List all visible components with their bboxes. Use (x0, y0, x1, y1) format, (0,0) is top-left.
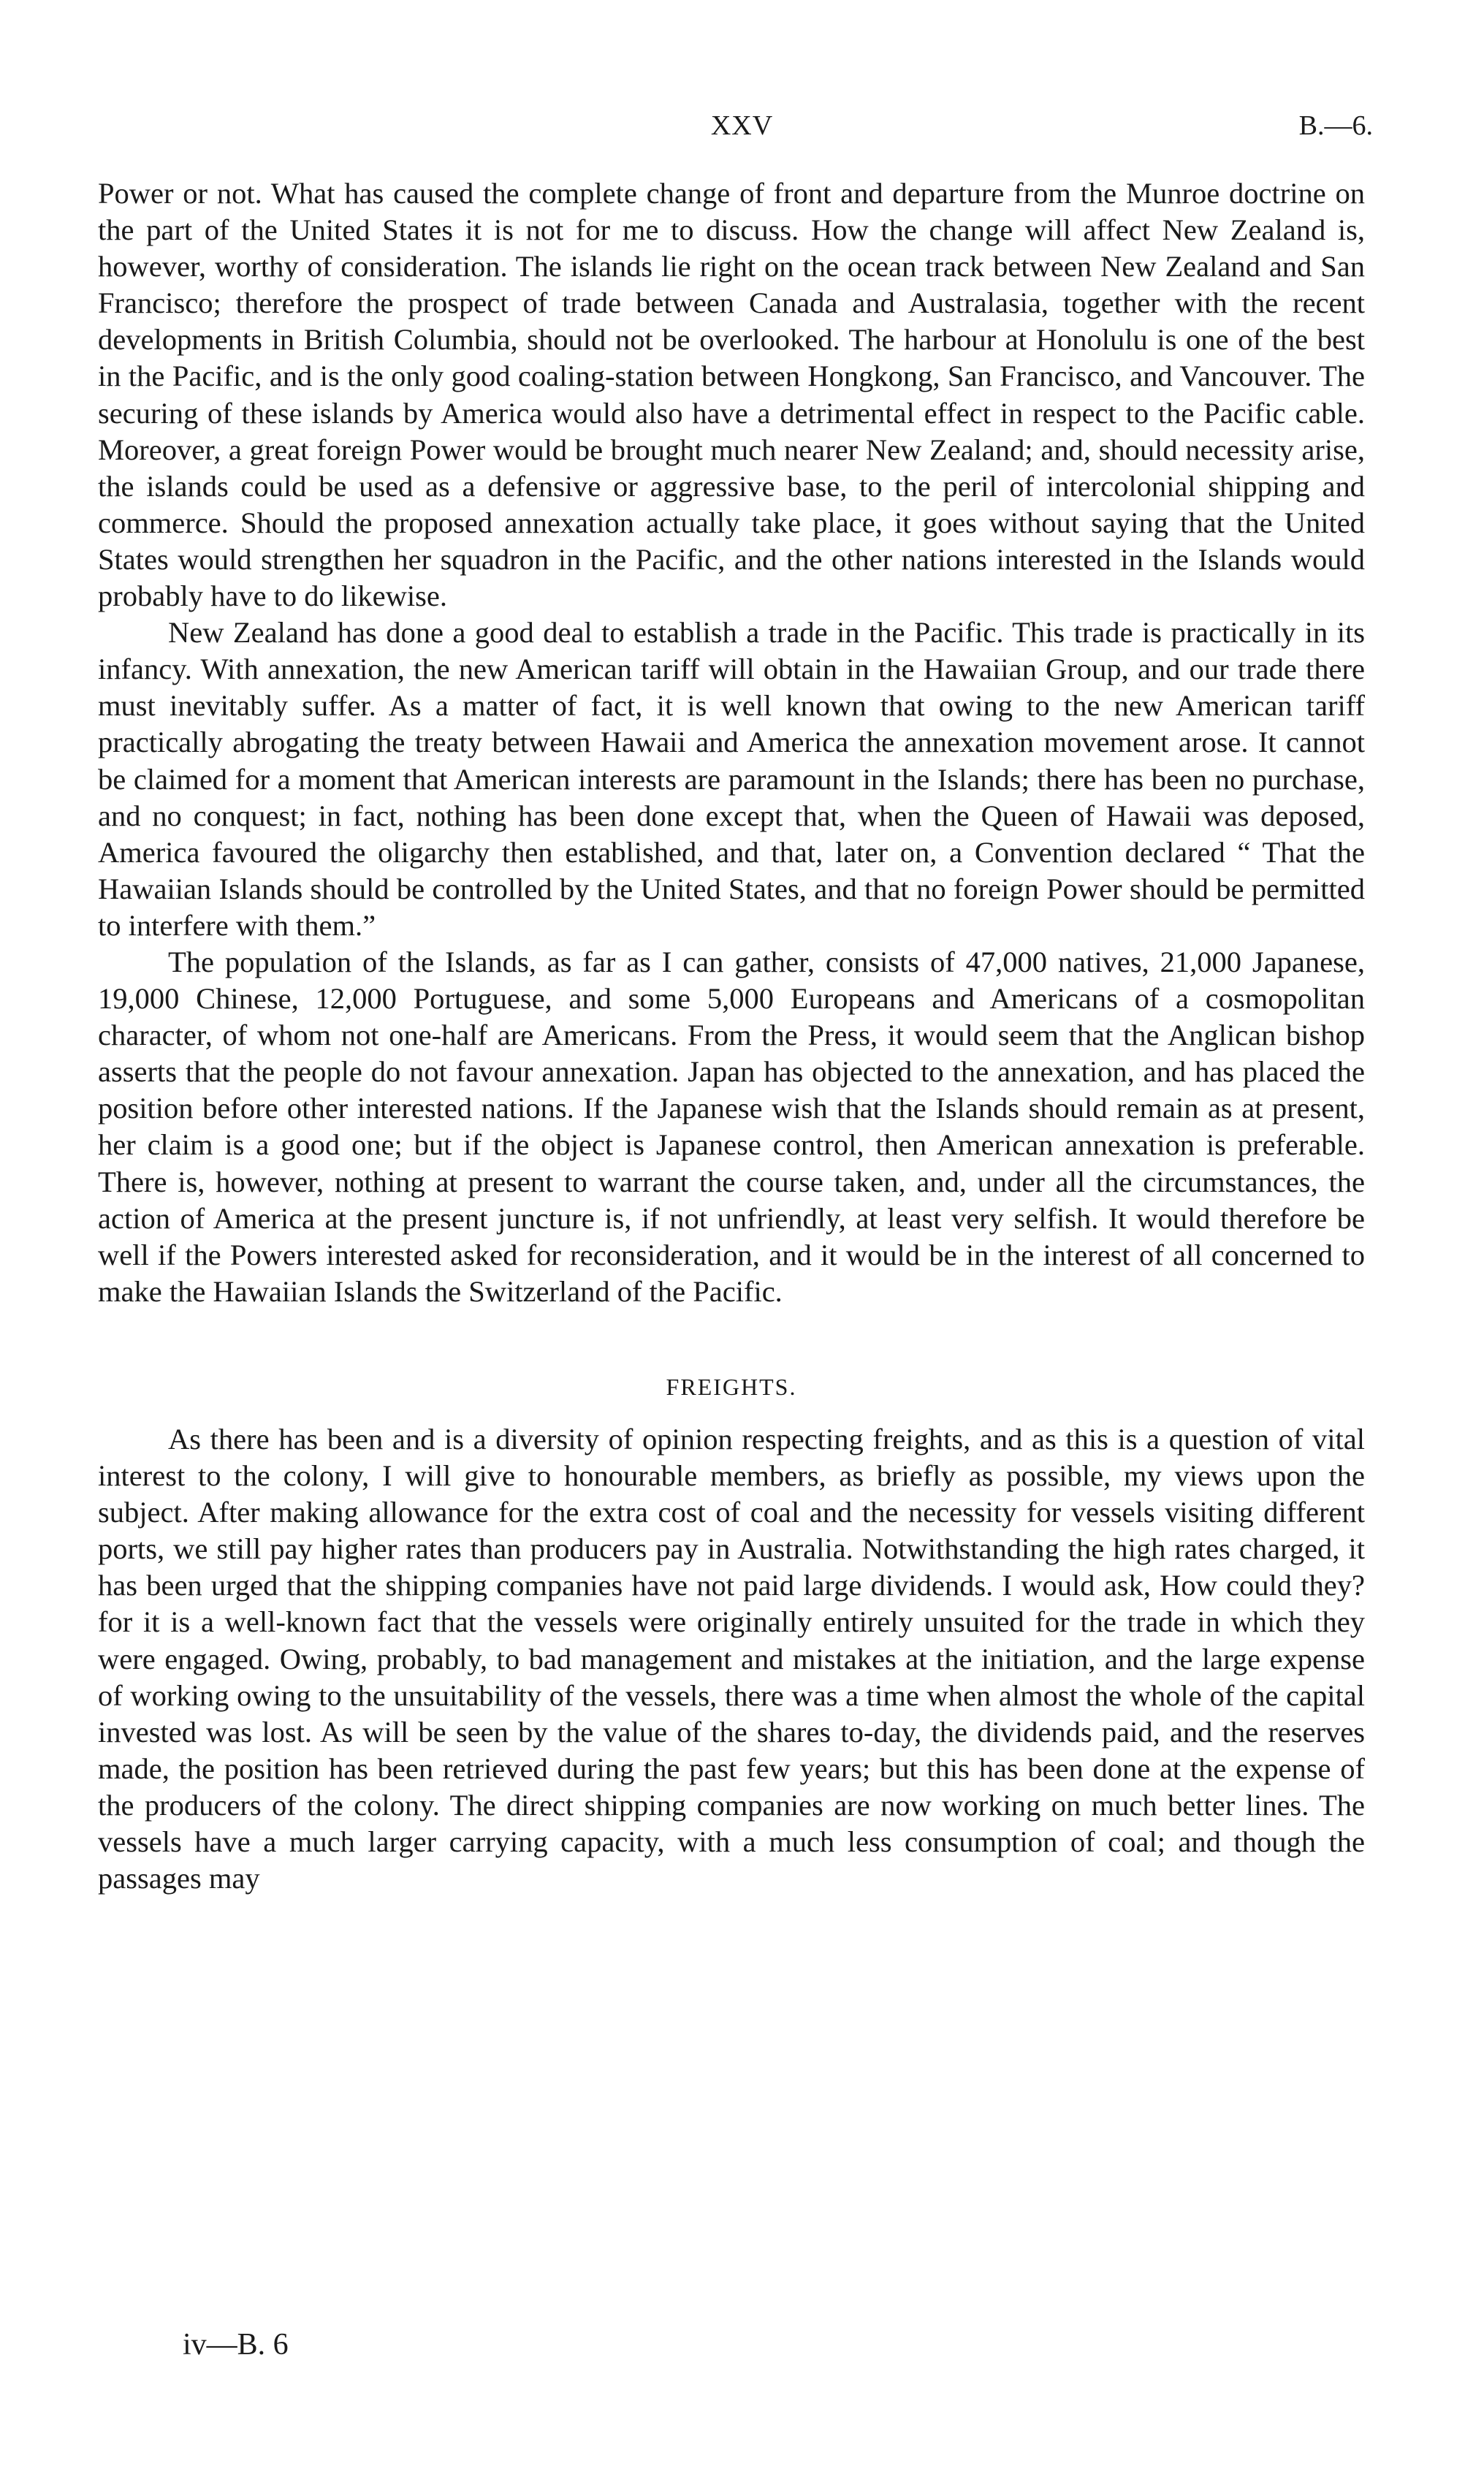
body-text (98, 175, 1365, 1897)
paragraph: As there has been and is a diversity of opinion respecting freights, and as this is a question of vital interest to the colony, I will give to honourable members, as briefly as possible, my views upon the subject. After making allowance for the extra cost of coal and the necessity for vessels visiting different ports, we still pay higher rates than producers pay in Australia. Notwithstanding the high rates charged, it has been urged that the shipping companies have not paid large dividends. I would ask, How could they? for it is a well-known fact that the vessels were originally entirely unsuited for the trade in which they were engaged. Owing, probably, to bad management and mistakes at the initiation, and the large expense of working owing to the unsuitability of the vessels, there was a time when almost the whole of the capital invested was lost. As will be seen by the value of the shares to-day, the dividends paid, and the reserves made, the position has been retrieved during the past few years; but this has been done at the expense of the producers of the colony. The direct shipping companies are now working on much better lines. The vessels have a much larger carrying capacity, with a much less consumption of coal; and though the passages may (98, 1423, 1365, 1895)
page-number: XXV (710, 110, 774, 141)
paragraph-continuation: Power or not. What has caused the complete change of front and departure from the Munroe doctrine on the part of the United States it is not for me to discuss. How the change will affect New Zealand is, however, worthy of consideration. The islands lie right on the ocean track between New Zealand and San Francisco; therefore the prospect of trade between Canada and Australasia, together with the recent developments in British Columbia, should not be overlooked. The harbour at Honolulu is one of the best in the Pacific, and is the only good coaling-station between Hongkong, San Francisco, and Vancouver. The securing of these islands by America would also have a detrimental effect in respect to the Pacific cable. Moreover, a great foreign Power would be brought much nearer New Zealand; and, should necessity arise, the islands could be used as a defensive or aggressive base, to the peril of intercolonial shipping and commerce. Should the proposed annexation actually take place, it goes without saying that the United States would strengthen her squadron in the Pacific, and the other nations interested in the Islands would probably have to do likewise. (98, 177, 1365, 613)
signature-mark: iv—B. 6 (183, 2328, 289, 2362)
paragraph: The population of the Islands, as far as I can gather, consists of 47,000 natives, 21,000 Japanese, 19,000 Chinese, 12,000 Portuguese, and some 5,000 Europeans and Americans of a cosmopolitan character, of whom not one-half are Americans. From the Press, it would seem that the Anglican bishop asserts that the people do not favour annexation. Japan has objected to the annexation, and has placed the position before other interested nations. If the Japanese wish that the Islands should remain as at present, her claim is a good one; but if the object is Japanese control, then American annexation is preferable. There is, however, nothing at present to warrant the course taken, and, under all the circumstances, the action of America at the present juncture is, if not unfriendly, at least very selfish. It would therefore be well if the Powers interested asked for reconsideration, and it would be in the interest of all concerned to make the Hawaiian Islands the Switzerland of the Pacific. (98, 945, 1365, 1308)
section-heading-freights: FREIGHTS. (666, 1373, 797, 1400)
document-reference: B.—6. (1298, 110, 1373, 141)
paragraph: New Zealand has done a good deal to establish a trade in the Pacific. This trade is practically in its infancy. With annexation, the new American tariff will obtain in the Hawaiian Group, and our trade there must inevitably suffer. As a matter of fact, it is well known that owing to the new American tariff practically abrogating the treaty between Hawaii and America the annexation movement arose. It cannot be claimed for a moment that American interests are paramount in the Islands; there has been no purchase, and no conquest; in fact, nothing has been done except that, when the Queen of Hawaii was deposed, America favoured the oligarchy then established, and that, later on, a Convention declared “ That the Hawaiian Islands should be controlled by the United States, and that no foreign Power should be permitted to interfere with them.” (98, 616, 1365, 942)
